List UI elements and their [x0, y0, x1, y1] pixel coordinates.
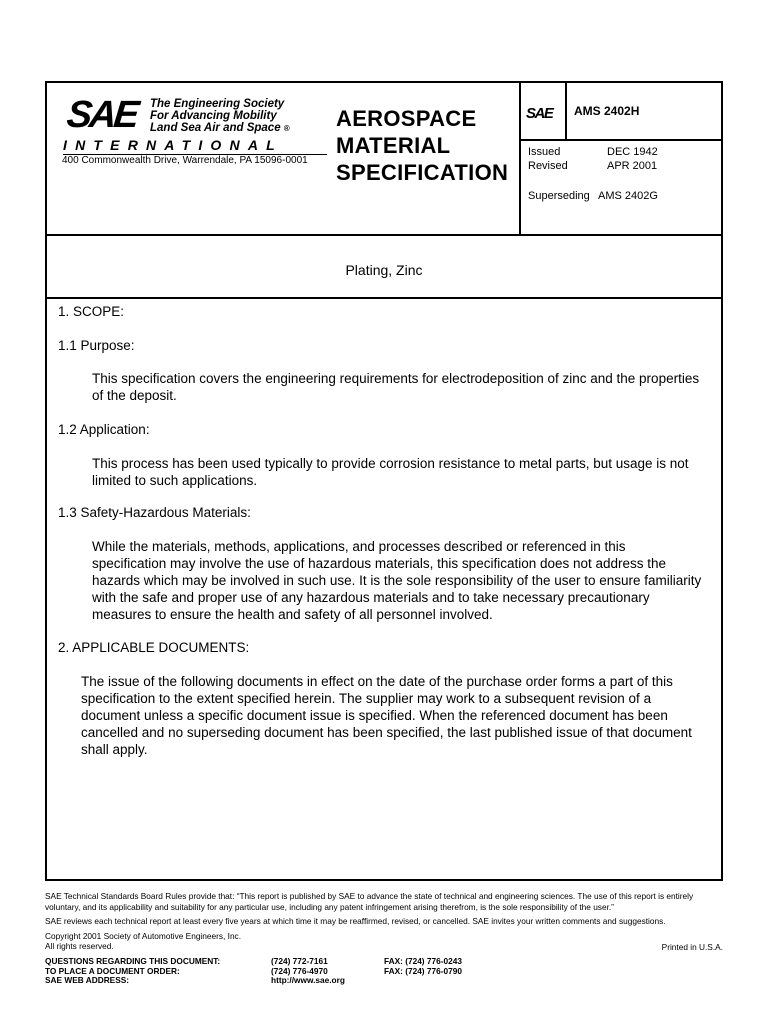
issue-dates — [528, 145, 658, 173]
issued-date: DEC 1942 — [607, 146, 658, 158]
title-line: MATERIAL — [336, 133, 451, 158]
section-heading: 1.1 Purpose: — [58, 338, 135, 353]
printed-in: Printed in U.S.A. — [661, 941, 723, 952]
copyright-block — [45, 931, 723, 952]
contact-faxes — [384, 957, 462, 976]
footer-review: SAE reviews each technical report at least every five years at which time it may be reaffirmed, revised, or cancelled. SAE invites your written comments and suggestions. — [45, 916, 666, 926]
section-heading: 2. APPLICABLE DOCUMENTS: — [58, 640, 250, 655]
section-heading: 1.2 Application: — [58, 422, 150, 437]
section-heading: 1. SCOPE: — [58, 304, 125, 319]
footer-rules: SAE Technical Standards Board Rules provide that: “This report is published by SAE to advance the state of technical and engineering sciences. The use of this report is entirely voluntary, and its applicability and suitability for any particular use, including any patent infringement arising therefrom, is the sole responsibility of the user.” — [45, 891, 694, 912]
copyright: Copyright 2001 Society of Automotive Engineers, Inc. — [45, 930, 242, 941]
header-divider — [519, 83, 521, 234]
sae-tagline — [150, 98, 290, 135]
sae-logo: SAE — [64, 94, 139, 136]
issued-label: Issued — [528, 146, 561, 158]
paragraph: This process has been used typically to provide corrosion resistance to metal parts, but usage is not limited to such applications. — [92, 456, 689, 488]
title-line: AEROSPACE — [336, 106, 477, 131]
international-wordmark: INTERNATIONAL — [63, 137, 327, 155]
document-footer — [45, 891, 723, 985]
contact-labels — [45, 957, 220, 986]
superseding-row — [528, 190, 658, 202]
paragraph: While the materials, methods, applications, and processes described or referenced in this specification may involve the use of hazardous materials, this specification does not address the hazards which may be involved in such use. It is the sole responsibility of the user to ensure familiarity with the safe and proper use of any hazardous materials and to take necessary precautionary measures to ensure the health and safety of all personnel involved. — [92, 539, 702, 622]
revised-date: APR 2001 — [607, 160, 658, 172]
web-url[interactable]: http://www.sae.org — [271, 975, 345, 985]
registered-mark: ® — [283, 124, 290, 133]
order-phone: (724) 776-4970 — [271, 965, 328, 976]
sae-small-logo: SAE — [526, 105, 553, 122]
tagline-text: Land Sea Air and Space — [150, 122, 281, 134]
contact-phones — [271, 957, 345, 986]
tagline-line: For Advancing Mobility — [150, 110, 277, 122]
sae-address: 400 Commonwealth Drive, Warrendale, PA 15096-0001 — [62, 155, 308, 166]
document-title — [336, 105, 508, 186]
paragraph: The issue of the following documents in effect on the date of the purchase order forms a part of this specification to the extent specified herein. The supplier may work to a subsequent revision of a document unless a specific document issue is specified. When the referenced document has been cancelled and no superseding document has been specified, the last published issue of that document shall apply. — [81, 674, 692, 757]
questions-fax: FAX: (724) 776-0243 — [384, 956, 462, 966]
document-frame — [45, 81, 723, 881]
web-label: SAE WEB ADDRESS: — [45, 975, 130, 985]
document-header — [47, 83, 721, 236]
revised-row — [528, 159, 658, 173]
superseding-value: AMS 2402G — [598, 190, 658, 202]
rights: All rights reserved. — [45, 941, 114, 951]
order-fax: FAX: (724) 776-0790 — [384, 965, 462, 976]
issued-row — [528, 145, 658, 159]
subject-box — [47, 234, 721, 299]
tagline-line: The Engineering Society — [150, 98, 285, 110]
revised-label: Revised — [528, 160, 568, 172]
header-divider — [519, 139, 721, 141]
title-line: SPECIFICATION — [336, 160, 509, 185]
spec-number: AMS 2402H — [574, 104, 640, 118]
superseding-label: Superseding — [528, 190, 590, 202]
order-label: TO PLACE A DOCUMENT ORDER: — [45, 965, 180, 976]
header-divider — [565, 83, 567, 140]
section-heading: 1.3 Safety-Hazardous Materials: — [58, 505, 251, 520]
questions-label: QUESTIONS REGARDING THIS DOCUMENT: — [45, 956, 221, 966]
tagline-line — [150, 122, 290, 135]
paragraph: This specification covers the engineering requirements for electrodeposition of zinc and the properties of the deposit. — [92, 371, 700, 403]
questions-phone: (724) 772-7161 — [271, 956, 328, 966]
document-subject: Plating, Zinc — [345, 262, 423, 278]
